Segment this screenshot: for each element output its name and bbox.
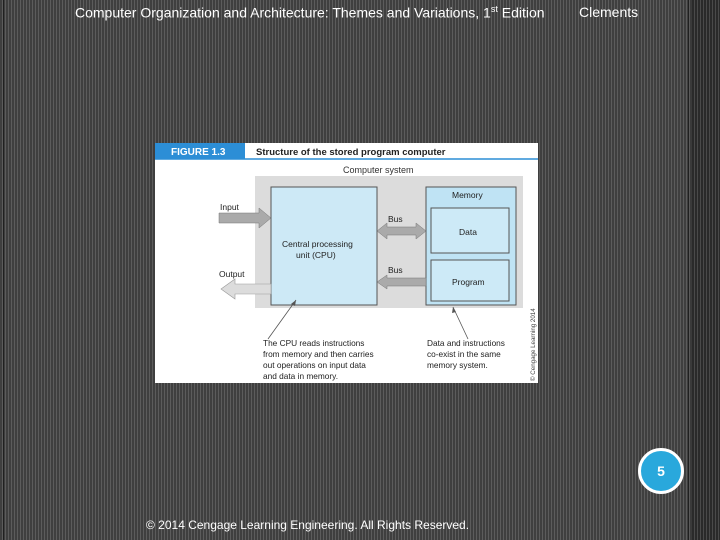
memory-label: Memory: [452, 190, 483, 200]
cpu-label-line2: unit (CPU): [296, 250, 336, 260]
program-label: Program: [452, 277, 485, 287]
note-right-line: co-exist in the same: [427, 349, 501, 359]
input-label: Input: [220, 202, 239, 212]
right-edge-strip: [692, 0, 720, 540]
note-left: [263, 338, 376, 381]
figure-caption: Structure of the stored program computer: [256, 147, 446, 158]
data-label: Data: [459, 227, 477, 237]
footer-copyright: © 2014 Cengage Learning Engineering. All Rights Reserved.: [146, 518, 470, 532]
slide-header-title: Computer Organization and Architecture: Themes and Variations, 1st Edition: [75, 4, 545, 21]
slide-header-author: Clements: [579, 4, 639, 20]
note-left-line: out operations on input data: [263, 360, 366, 370]
stored-program-figure: [155, 143, 538, 383]
note-left-line: The CPU reads instructions: [263, 338, 365, 348]
computer-system-label: Computer system: [343, 165, 414, 175]
note-right-line: Data and instructions: [427, 338, 505, 348]
note-right: [427, 338, 507, 370]
cpu-label-line1: Central processing: [282, 239, 353, 249]
note-left-line: from memory and then carries: [263, 349, 374, 359]
right-edge-line: [688, 0, 689, 540]
left-edge-line: [3, 0, 4, 540]
output-label: Output: [219, 269, 245, 279]
note-left-line: and data in memory.: [263, 371, 339, 381]
bus-label-top: Bus: [388, 214, 403, 224]
note-right-line: memory system.: [427, 360, 488, 370]
page-number-badge: 5: [638, 448, 684, 494]
figure-copyright-vertical: © Cengage Learning 2014: [530, 308, 537, 381]
figure-number: FIGURE 1.3: [171, 147, 226, 158]
bus-label-bottom: Bus: [388, 265, 403, 275]
